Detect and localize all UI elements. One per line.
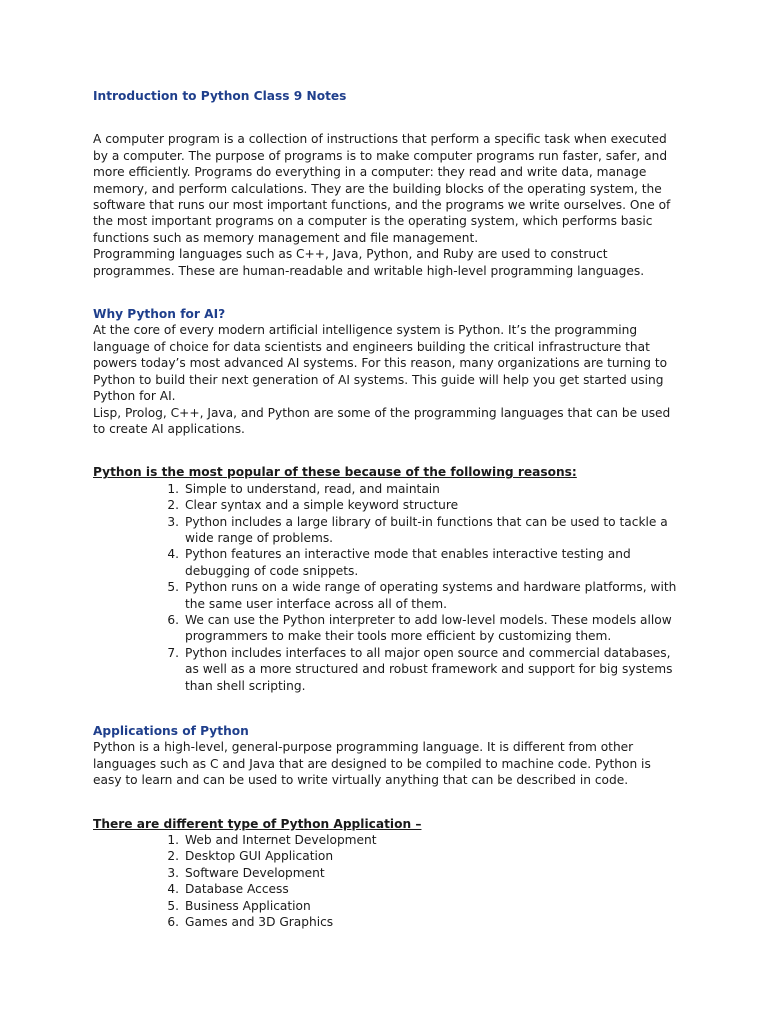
list-item: 2. Desktop GUI Application <box>167 849 334 864</box>
list-item: 5. Business Application <box>167 898 311 913</box>
applications-paragraph: Python is a high-level, general-purpose programming language. It is different from other languages such as C and Java that are designed to be compiled to machine code. Python is easy to learn and can be used to write virtually anything that can be described in code. <box>93 740 651 788</box>
document-page <box>93 88 683 930</box>
list-item: 4. Database Access <box>167 882 289 897</box>
why-ai-paragraph-2: Lisp, Prolog, C++, Java, and Python are some of the programming languages that can be used to create AI applications. <box>93 405 671 436</box>
app-types-heading: There are different type of Python Application – <box>93 816 422 831</box>
list-item: 2. Clear syntax and a simple keyword structure <box>167 498 459 513</box>
reasons-heading: Python is the most popular of these because of the following reasons: <box>93 465 577 480</box>
list-item: 3. Python includes a large library of built-in functions that can be used to tackle a wide range of problems. <box>167 514 668 545</box>
list-item: 7. Python includes interfaces to all major open source and commercial databases, as well as a more structured and robust framework and support for big systems than shell scripting. <box>167 645 673 693</box>
reasons-list <box>93 481 683 694</box>
list-item: 1. Simple to understand, read, and maintain <box>167 481 440 496</box>
document-title: Introduction to Python Class 9 Notes <box>93 89 347 103</box>
app-types-list <box>93 832 683 930</box>
list-item: 3. Software Development <box>167 865 325 880</box>
list-item: 4. Python features an interactive mode that enables interactive testing and debugging of code snippets. <box>167 547 631 578</box>
intro-paragraph-2: Programming languages such as C++, Java, Python, and Ruby are used to construct programmes. These are human-readable and writable high-level programming languages. <box>93 247 645 278</box>
list-item: 1. Web and Internet Development <box>167 833 377 848</box>
intro-paragraph: A computer program is a collection of instructions that perform a specific task when executed by a computer. The purpose of programs is to make computer programs run faster, safer, and more efficiently. Programs do everything in a computer: they read and write data, manage memory, and perform calculations. They are the building blocks of the operating system, the software that runs our most important functions, and the programs we write ourselves. One of the most important programs on a computer is the operating system, which performs basic functions such as memory management and file management. <box>93 132 671 245</box>
why-ai-heading: Why Python for AI? <box>93 307 226 322</box>
list-item: 5. Python runs on a wide range of operating systems and hardware platforms, with the same user interface across all of them. <box>167 580 677 611</box>
applications-heading: Applications of Python <box>93 724 249 738</box>
why-ai-paragraph: At the core of every modern artificial intelligence system is Python. It’s the programming language of choice for data scientists and engineers building the critical infrastructure that powers today’s most advanced AI systems. For this reason, many organizations are turning to Python to build their next generation of AI systems. This guide will help you get started using Python for AI. <box>93 323 668 404</box>
list-item: 6. Games and 3D Graphics <box>167 915 334 930</box>
list-item: 6. We can use the Python interpreter to add low-level models. These models allow programmers to make their tools more efficient by customizing them. <box>167 612 672 644</box>
